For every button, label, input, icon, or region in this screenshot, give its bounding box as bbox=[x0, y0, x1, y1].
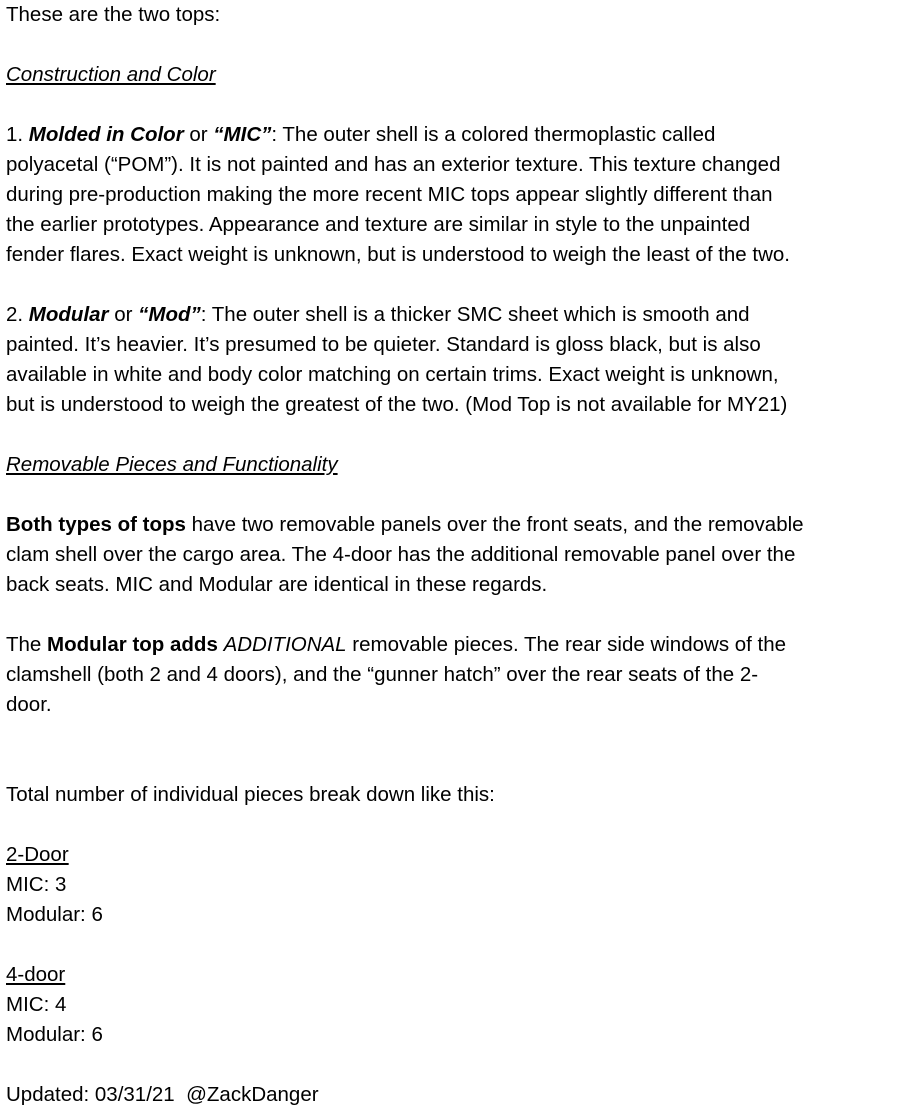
mic-line: during pre-production making the more recent MIC tops appear slightly different than bbox=[6, 183, 773, 206]
both-types-line: back seats. MIC and Modular are identical in these regards. bbox=[6, 573, 548, 596]
four-door-modular-count: Modular: 6 bbox=[6, 1023, 103, 1046]
spacer bbox=[6, 480, 918, 510]
four-door-heading bbox=[6, 960, 918, 990]
mic-abbr: “MIC” bbox=[213, 123, 272, 146]
modular-adds-bold: Modular top adds bbox=[47, 633, 218, 656]
two-door-modular-count: Modular: 6 bbox=[6, 903, 103, 926]
section-heading-text: Construction and Color bbox=[6, 63, 216, 86]
both-types-paragraph bbox=[6, 510, 918, 600]
spacer bbox=[6, 90, 918, 120]
mic-line: fender flares. Exact weight is unknown, but is understood to weigh the least of the two. bbox=[6, 243, 791, 266]
both-types-bold: Both types of tops bbox=[6, 513, 186, 536]
item-number: 2. bbox=[6, 303, 29, 326]
intro-text: These are the two tops: bbox=[6, 3, 221, 26]
both-types-line: clam shell over the cargo area. The 4-door has the additional removable panel over the bbox=[6, 543, 796, 566]
modular-adds-line1-rest: removable pieces. The rear side windows of the bbox=[346, 633, 787, 656]
spacer bbox=[6, 270, 918, 300]
two-door-heading-text: 2-Door bbox=[6, 843, 69, 866]
four-door-heading-text: 4-door bbox=[6, 963, 66, 986]
two-door-heading bbox=[6, 840, 918, 870]
section-construction-heading bbox=[6, 60, 918, 90]
section-removable-heading bbox=[6, 450, 918, 480]
mic-line: the earlier prototypes. Appearance and texture are similar in style to the unpainted bbox=[6, 213, 751, 236]
modular-line: available in white and body color matching on certain trims. Exact weight is unknown, bbox=[6, 363, 779, 386]
modular-adds-italic: ADDITIONAL bbox=[223, 633, 347, 656]
modular-description bbox=[6, 300, 918, 420]
mic-line: polyacetal (“POM”). It is not painted and has an exterior texture. This texture changed bbox=[6, 153, 781, 176]
modular-first-line bbox=[6, 300, 918, 330]
four-door-mic-count: MIC: 4 bbox=[6, 993, 67, 1016]
two-door-mic-count: MIC: 3 bbox=[6, 873, 67, 896]
modular-adds-pre: The bbox=[6, 633, 48, 656]
both-types-first-line bbox=[6, 510, 918, 540]
spacer bbox=[6, 600, 918, 630]
spacer bbox=[6, 930, 918, 960]
modular-adds-paragraph bbox=[6, 630, 918, 720]
document-body bbox=[6, 0, 918, 1110]
totals-intro: Total number of individual pieces break down like this: bbox=[6, 783, 495, 806]
modular-line: but is understood to weigh the greatest of the two. (Mod Top is not available for MY21) bbox=[6, 393, 788, 416]
or-text: or bbox=[183, 123, 214, 146]
both-types-line1-rest: have two removable panels over the front seats, and the removable bbox=[185, 513, 804, 536]
modular-abbr: “Mod” bbox=[138, 303, 201, 326]
mic-description bbox=[6, 120, 918, 270]
modular-line1-rest: : The outer shell is a thicker SMC sheet which is smooth and bbox=[200, 303, 750, 326]
section-heading-text: Removable Pieces and Functionality bbox=[6, 453, 338, 476]
modular-adds-first-line bbox=[6, 630, 918, 660]
spacer bbox=[6, 810, 918, 840]
item-number: 1. bbox=[6, 123, 29, 146]
modular-adds-line: door. bbox=[6, 693, 52, 716]
mic-name: Molded in Color bbox=[28, 123, 184, 146]
updated-footer: Updated: 03/31/21 @ZackDanger bbox=[6, 1083, 319, 1106]
spacer bbox=[6, 420, 918, 450]
or-text: or bbox=[108, 303, 139, 326]
spacer bbox=[6, 720, 918, 750]
spacer bbox=[6, 750, 918, 780]
mic-line1-rest: : The outer shell is a colored thermoplastic called bbox=[271, 123, 716, 146]
modular-line: painted. It’s heavier. It’s presumed to be quieter. Standard is gloss black, but is also bbox=[6, 333, 761, 356]
spacer bbox=[6, 1050, 918, 1080]
spacer bbox=[6, 30, 918, 60]
mic-first-line bbox=[6, 120, 918, 150]
modular-adds-line: clamshell (both 2 and 4 doors), and the “gunner hatch” over the rear seats of the 2- bbox=[6, 663, 759, 686]
modular-name: Modular bbox=[28, 303, 109, 326]
